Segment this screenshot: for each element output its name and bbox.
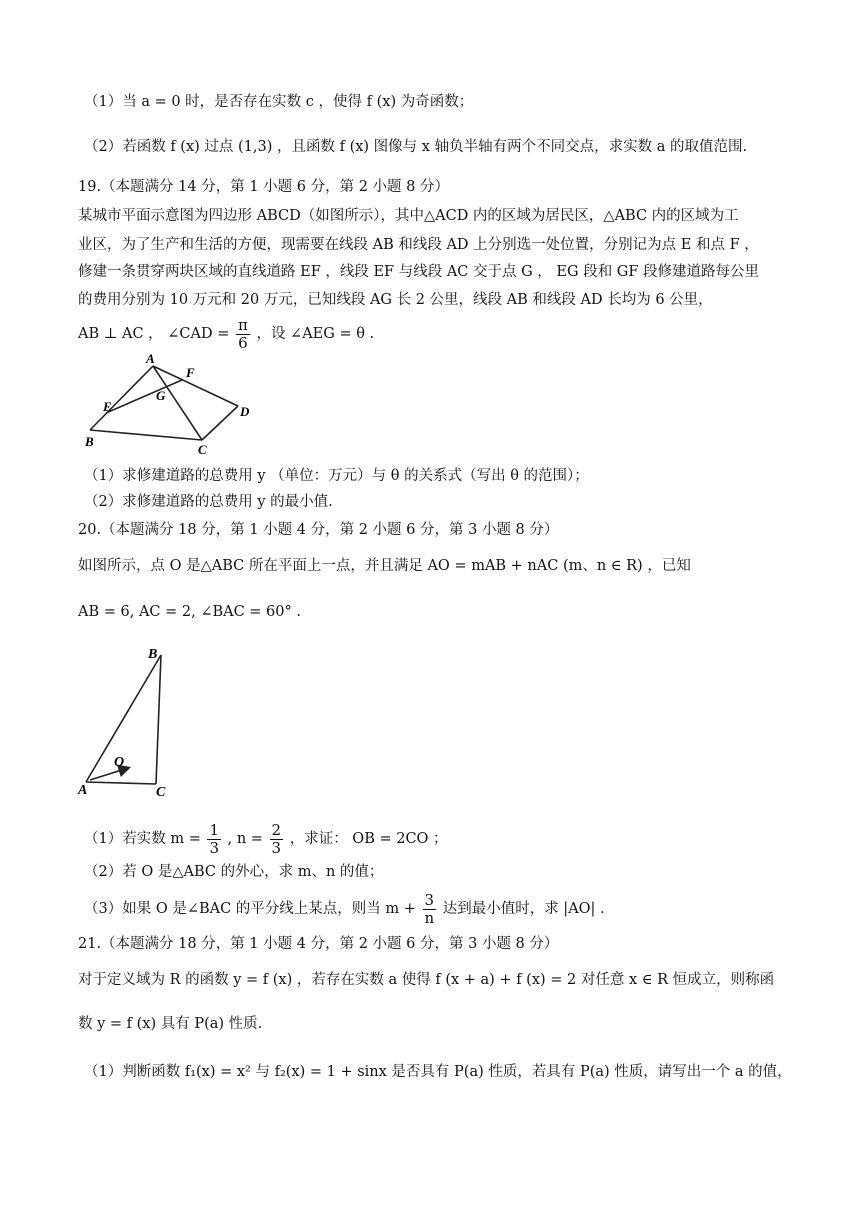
point-label-g: G [156,388,166,403]
q20-part3 [84,890,605,928]
point-label-c: C [156,785,166,800]
q21-text-line2: 数 y = f (x) 具有 P(a) 性质. [78,1016,263,1032]
q19-condition-b: ，设 ∠AEG = θ . [256,326,375,342]
3-over-n-fraction [423,892,437,927]
q21-header: 21.（本题满分 18 分，第 1 小题 4 分，第 2 小题 6 分，第 3 小题 8 分） [78,936,559,952]
point-label-d: D [240,404,250,419]
point-label-b: B [85,434,94,449]
q20-header: 20.（本题满分 18 分，第 1 小题 4 分，第 2 小题 6 分，第 3 小题 8 分） [78,522,559,538]
q19-text-line1: 某城市平面示意图为四边形 ABCD（如图所示），其中△ACD 内的区域为居民区，△ABC 内的区域为工 [78,208,739,224]
q19-part2: （2）求修建道路的总费用 y 的最小值. [84,494,333,510]
point-label-a: A [146,351,155,366]
q20-text-line2: AB = 6, AC = 2, ∠BAC = 60° . [78,604,301,620]
fraction-numerator: 3 [424,890,435,909]
q19-condition-a: AB ⊥ AC ， ∠CAD = [78,326,230,342]
fraction-numerator: 2 [271,820,282,839]
q20-text-line1: 如图所示，点 O 是△ABC 所在平面上一点，并且满足 AO = mAB + nAC (m、n ∈ R) ，已知 [78,558,691,574]
pi-over-6-fraction [236,317,250,352]
q18-part1: （1）当 a = 0 时，是否存在实数 c ，使得 f (x) 为奇函数； [84,94,474,110]
segment-bc [90,430,202,440]
segment-bc [156,655,161,784]
fraction-numerator: 1 [209,820,219,839]
q19-header: 19.（本题满分 14 分，第 1 小题 6 分，第 2 小题 8 分） [78,179,450,195]
point-label-o: O [114,755,125,770]
point-label-c: C [198,442,207,457]
q20-part1-b: , n = [227,831,263,847]
q19-quadrilateral-figure [80,350,270,460]
q19-part1: （1）求修建道路的总费用 y （单位：万元）与 θ 的关系式（写出 θ 的范围）； [84,468,589,484]
fraction-denominator: 3 [209,838,219,857]
q21-text-line1: 对于定义域为 R 的函数 y = f (x) ，若存在实数 a 使得 f (x + a) + f (x) = 2 对任意 x ∈ R 恒成立，则称函 [78,972,775,988]
q20-part1-c: ，求证： OB = 2CO ； [289,831,448,847]
fraction-denominator: 3 [271,838,282,857]
segment-cd [202,406,238,440]
n-fraction [270,822,284,857]
q20-part2: （2）若 O 是△ABC 的外心，求 m、n 的值； [84,864,384,880]
fraction-denominator: 6 [238,333,248,352]
point-label-b: B [148,647,158,662]
q20-part3-b: 达到最小值时，求 |AO| . [442,901,605,917]
q19-text-line2: 业区，为了生产和生活的方便，现需要在线段 AB 和线段 AD 上分别选一处位置，分别记为点 E 和点 F ， [78,237,759,253]
q19-text-line3: 修建一条贯穿两块区域的直线道路 EF ，线段 EF 与线段 AC 交于点 G ， EG 段和 GF 段修建道路每公里 [78,264,760,280]
q20-part1 [84,820,448,858]
m-fraction [207,822,221,857]
q19-text-line4: 的费用分别为 10 万元和 20 万元，已知线段 AG 长 2 公里，线段 AB 和线段 AD 长均为 6 公里， [78,292,713,308]
fraction-denominator: n [424,908,435,927]
segment-ab [90,366,153,430]
segment-ca [86,782,156,784]
q20-part1-a: （1）若实数 m = [84,831,201,847]
segment-ef [106,380,182,413]
point-label-f: F [186,365,195,380]
q21-part1: （1）判断函数 f₁(x) = x² 与 f₂(x) = 1 + sinx 是否具有 P(a) 性质，若具有 P(a) 性质，请写出一个 a 的值， [84,1064,792,1080]
point-label-a: A [78,783,88,798]
q20-triangle-figure [76,642,186,802]
fraction-numerator: π [237,315,248,334]
q18-part2: （2）若函数 f (x) 过点 (1,3) ，且函数 f (x) 图像与 x 轴负半轴有两个不同交点，求实数 a 的取值范围. [84,139,748,155]
q20-part3-a: （3）如果 O 是∠BAC 的平分线上某点，则当 m + [84,901,416,917]
q19-condition [78,315,374,353]
point-label-e: E [103,399,112,414]
